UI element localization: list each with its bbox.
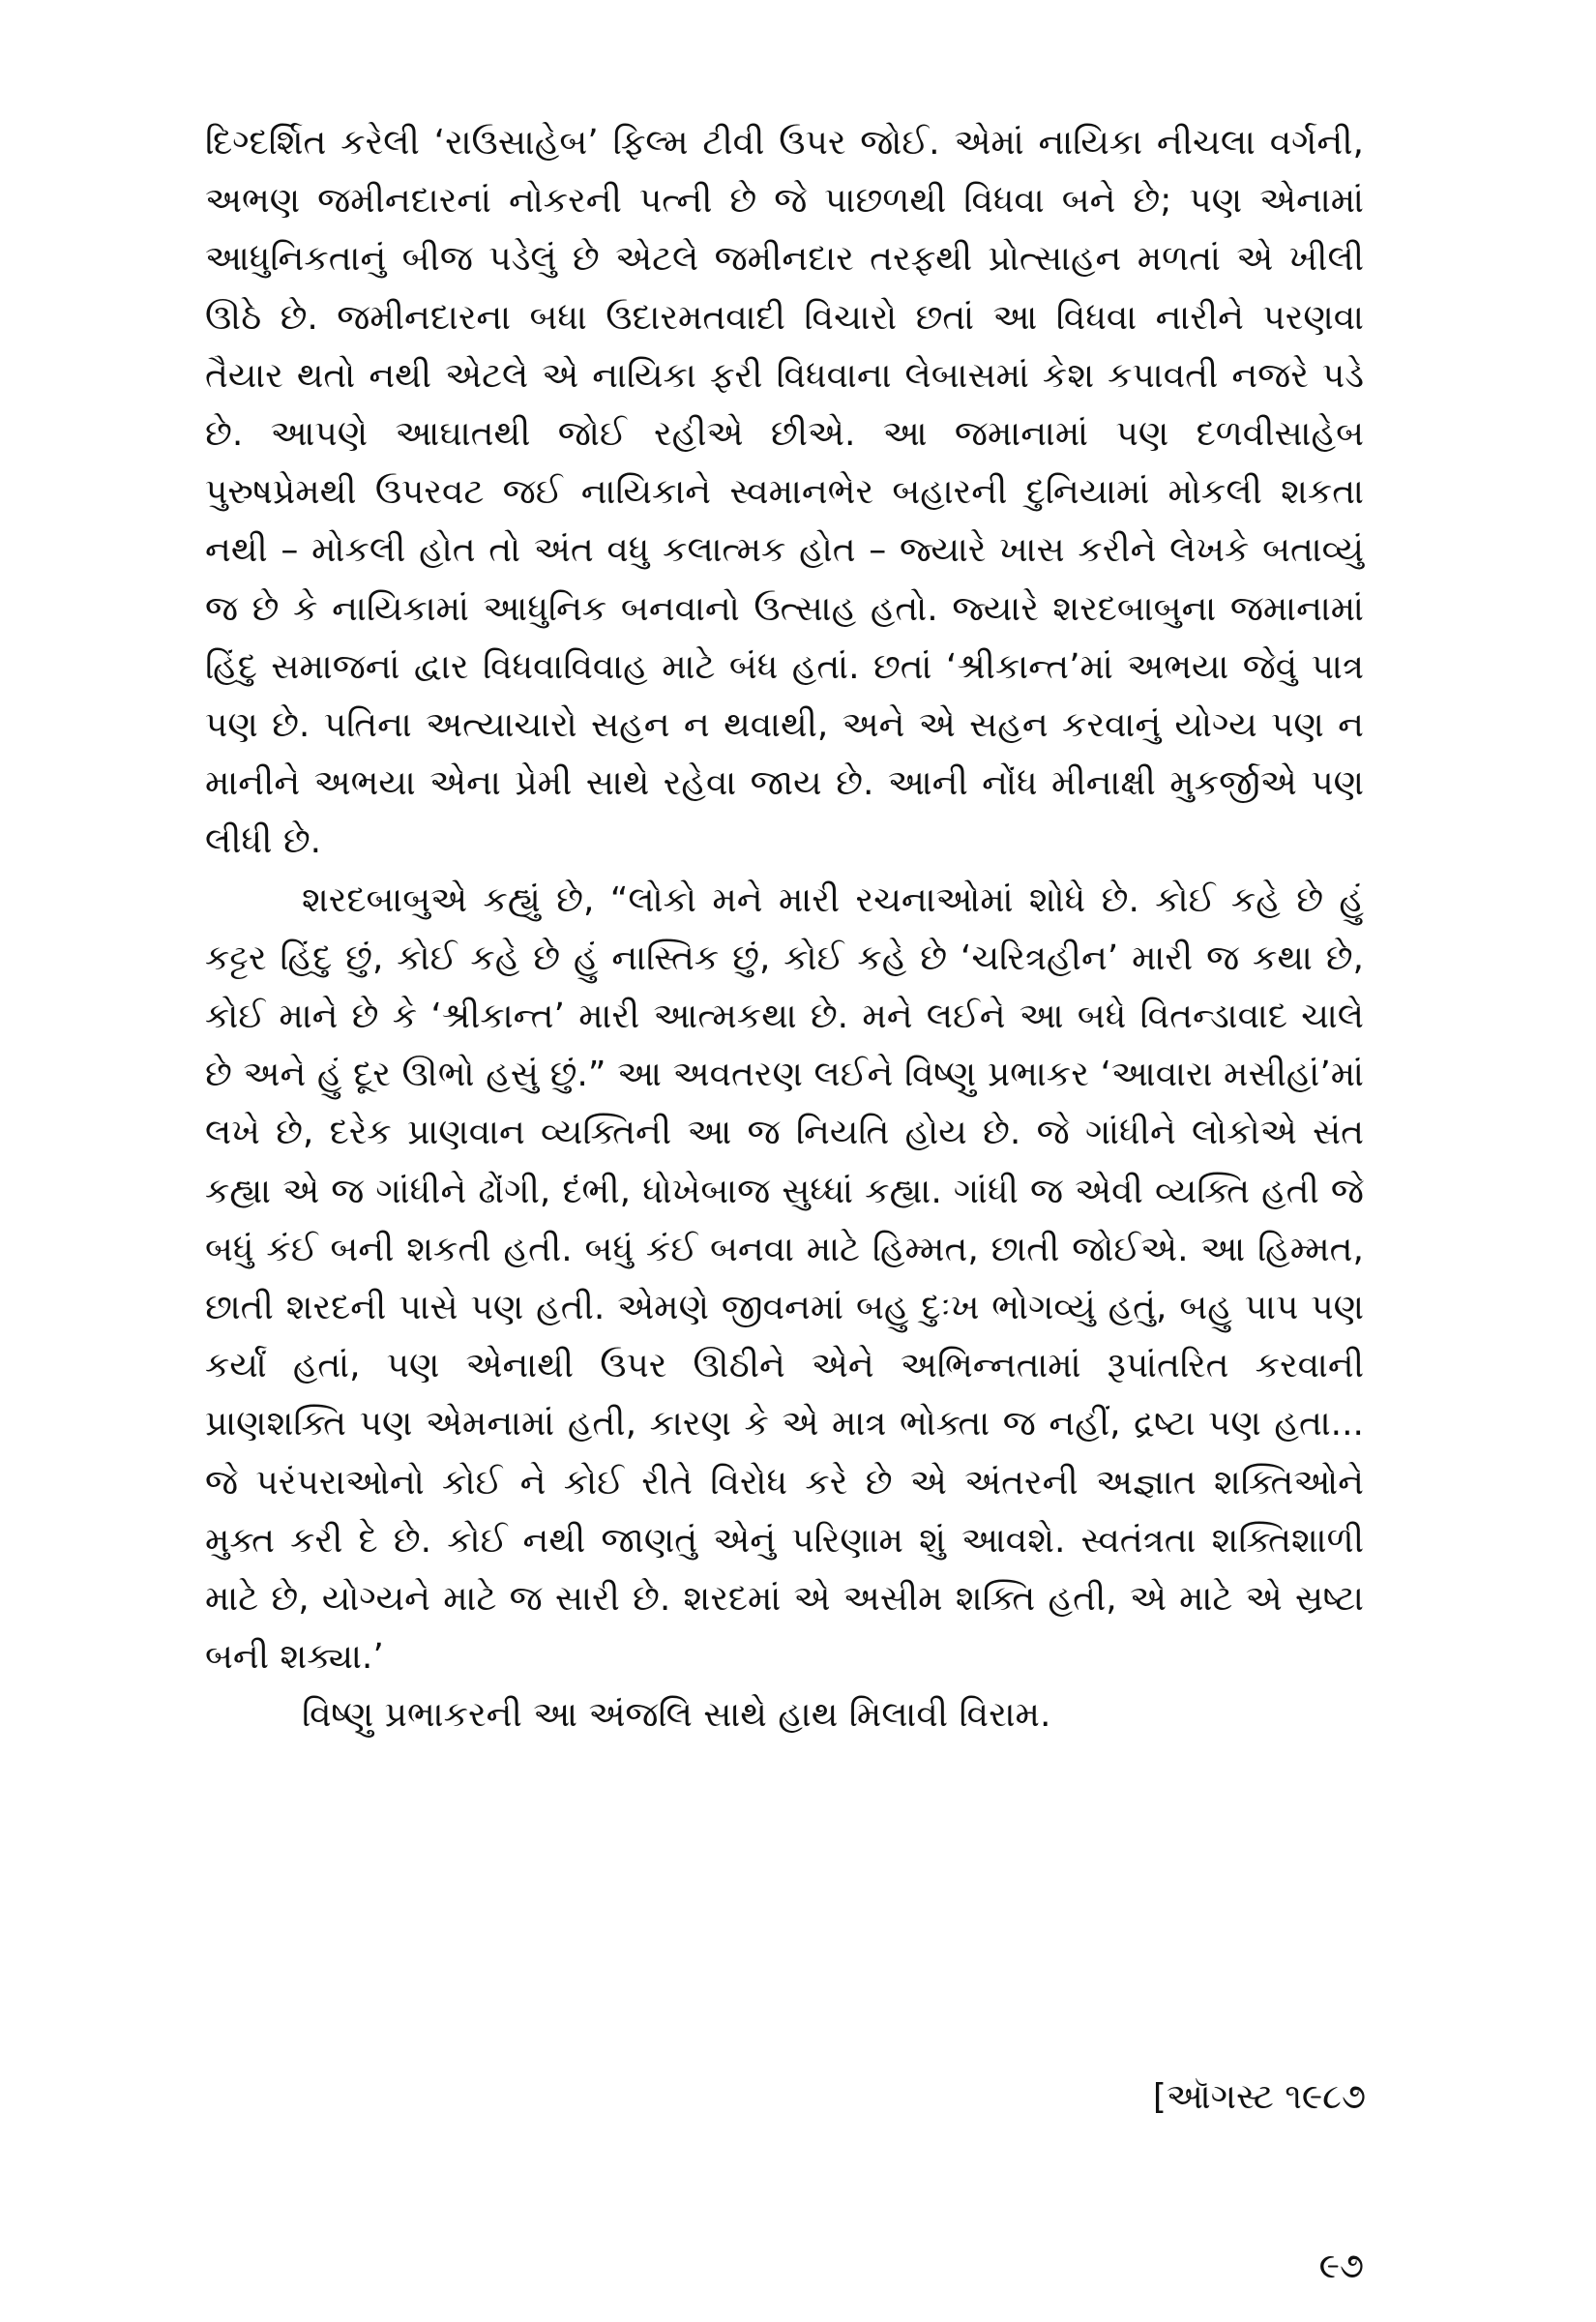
paragraph-2: શરદબાબુએ કહ્યું છે, “લોકો મને મારી રચનાઓમાં શોધે છે. કોઈ કહે છે હું કટ્ટર હિંદુ છું, કોઈ કહે છે હું નાસ્તિક છું, કોઈ કહે છે ‘ચરિત્રહીન’ મારી જ કથા છે, કોઈ માને છે કે ‘શ્રીકાન્ત’ મારી આત્મકથા છે. મને લઈને આ બધે વિતન્ડાવાદ ચાલે છે અને હું દૂર ઊભો હસું છું.” આ અવતરણ લઈને વિષ્ણુ પ્રભાકર ‘આવારા મસીહાં’માં લખે છે, દરેક પ્રાણવાન વ્યક્તિની આ જ નિયતિ હોય છે. જે ગાંધીને લોકોએ સંત કહ્યા એ જ ગાંધીને ઢોંગી, દંભી, ધોખેબાજ સુધ્ધાં કહ્યા. ગાંધી જ એવી વ્યક્તિ હતી જે બધું કંઈ બની શકતી હતી. બધું કંઈ બનવા માટે હિમ્મત, છાતી જોઈએ. આ હિમ્મત, છાતી શરદની પાસે પણ હતી. એમણે જીવનમાં બહુ દુઃખ ભોગવ્યું હતું, બહુ પાપ પણ કર્યાં હતાં, પણ એનાથી ઉપર ઊઠીને એને અભિન્નતામાં રૂપાંતરિત કરવાની પ્રાણશક્તિ પણ એમનામાં હતી, કારણ કે એ માત્ર ભોક્તા જ નહીં, દ્રષ્ટા પણ હતા... જે પરંપરાઓનો કોઈ ને કોઈ રીતે વિરોધ કરે છે એ અંતરની અજ્ઞાત શક્તિઓને મુક્ત કરી દે છે. કોઈ નથી જાણતું એનું પરિણામ શું આવશે. સ્વતંત્રતા શક્તિશાળી માટે છે, યોગ્યને માટે જ સારી છે. શરદમાં એ અસીમ શક્તિ હતી, એ માટે એ સ્રષ્ટા બની શક્યા.’ (205, 879, 1364, 1678)
body-text (205, 114, 1364, 1745)
paragraph-1: દિગ્દર્શિત કરેલી ‘રાઉસાહેબ’ ફિલ્મ ટીવી ઉપર જોઈ. એમાં નાયિકા નીચલા વર્ગની, અભણ જમીનદારનાં નોકરની પત્ની છે જે પાછળથી વિધવા બને છે; પણ એનામાં આધુનિકતાનું બીજ પડેલું છે એટલે જમીનદાર તરફથી પ્રોત્સાહન મળતાં એ ખીલી ઊઠે છે. જમીનદારના બધા ઉદારમતવાદી વિચારો છતાં આ વિધવા નારીને પરણવા તૈયાર થતો નથી એટલે એ નાયિકા ફરી વિધવાના લેબાસમાં કેશ કપાવતી નજરે પડે છે. આપણે આઘાતથી જોઈ રહીએ છીએ. આ જમાનામાં પણ દળવીસાહેબ પુરુષપ્રેમથી ઉપરવટ જઈ નાયિકાને સ્વમાનભેર બહારની દુનિયામાં મોકલી શકતા નથી – મોકલી હોત તો અંત વધુ કલાત્મક હોત – જ્યારે ખાસ કરીને લેખકે બતાવ્યું જ છે કે નાયિકામાં આધુનિક બનવાનો ઉત્સાહ હતો. જ્યારે શરદબાબુના જમાનામાં હિંદુ સમાજનાં દ્વાર વિધવાવિવાહ માટે બંધ હતાં. છતાં ‘શ્રીકાન્ત’માં અભયા જેવું પાત્ર પણ છે. પતિના અત્યાચારો સહન ન થવાથી, અને એ સહન કરવાનું યોગ્ય પણ ન માનીને અભયા એના પ્રેમી સાથે રહેવા જાય છે. આની નોંધ મીનાક્ષી મુકર્જીએ પણ લીધી છે. (205, 123, 1364, 862)
date-signoff: [ઑગસ્ટ ૧૯૮૭ (1152, 2077, 1366, 2117)
paragraph-3: વિષ્ણુ પ્રભાકરની આ અંજલિ સાથે હાથ મિલાવી વિરામ. (302, 1695, 1051, 1736)
page-number: ૯૭ (1318, 2247, 1364, 2286)
